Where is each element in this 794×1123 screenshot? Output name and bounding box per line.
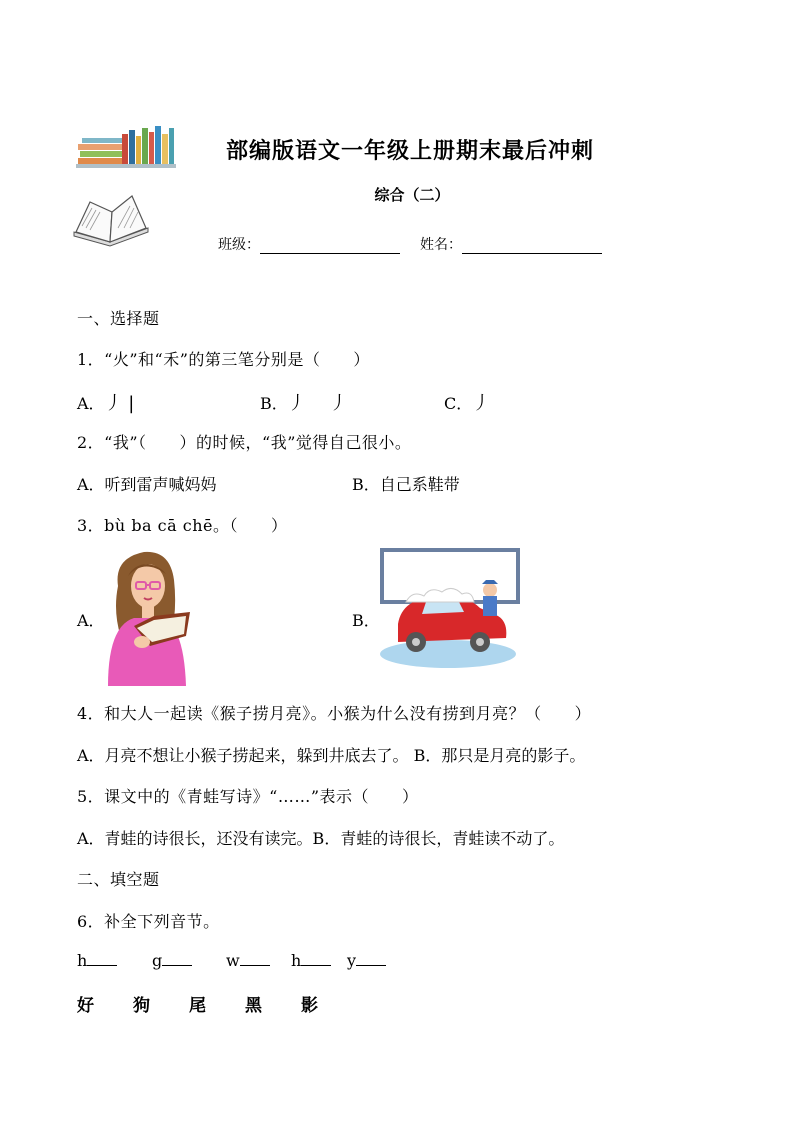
q1-option-b-strokes: 丿 丿	[287, 393, 348, 414]
q5-options[interactable]: A．青蛙的诗很长，还没有读完。B．青蛙的诗很长，青蛙读不动了。	[77, 829, 565, 848]
syllable-initial: w	[226, 951, 240, 970]
name-field	[420, 234, 602, 254]
q1-option-c-strokes: 丿	[472, 393, 491, 414]
q3-option-a[interactable]: A．	[77, 611, 105, 630]
name-blank[interactable]	[462, 239, 602, 254]
hanzi-5: 影	[301, 996, 318, 1016]
hanzi-4: 黑	[245, 996, 262, 1016]
q1-option-b-label: B．	[260, 394, 288, 413]
q2-option-a[interactable]: A．听到雷声喊妈妈	[77, 475, 217, 494]
syllable-initial: y	[347, 951, 357, 970]
question-3: 3．bù ba cā chē。（ ）	[77, 516, 288, 535]
name-label: 姓名：	[420, 237, 462, 253]
syllable-blank-1[interactable]	[77, 951, 117, 970]
syllable-initial: h	[77, 951, 88, 970]
question-1: 1．“火”和“禾”的第三笔分别是（ ）	[77, 350, 370, 369]
section1-heading: 一、选择题	[77, 309, 160, 328]
hanzi-1: 好	[77, 996, 94, 1016]
question-6: 6．补全下列音节。	[77, 912, 220, 931]
syllable-blank-line[interactable]	[240, 951, 270, 966]
woman-reading-illustration	[104, 546, 194, 686]
syllable-blank-line[interactable]	[87, 951, 117, 966]
q1-option-c-label: C．	[444, 394, 473, 413]
q1-option-c[interactable]	[444, 389, 490, 415]
page-subtitle: 综合（二）	[374, 186, 450, 204]
syllable-initial: g	[152, 951, 163, 970]
syllable-blank-line[interactable]	[301, 951, 331, 966]
syllable-blank-2[interactable]	[152, 951, 192, 970]
syllable-blank-line[interactable]	[356, 951, 386, 966]
syllable-blank-5[interactable]	[347, 951, 386, 970]
question-4: 4．和大人一起读《猴子捞月亮》。小猴为什么没有捞到月亮？（ ）	[77, 704, 592, 723]
page-title: 部编版语文一年级上册期末最后冲刺	[225, 139, 594, 164]
class-label: 班级：	[218, 237, 260, 253]
class-field	[218, 234, 400, 254]
q1-option-a[interactable]	[77, 389, 134, 415]
syllable-blank-3[interactable]	[226, 951, 270, 970]
q1-option-a-label: A．	[77, 394, 105, 413]
q1-option-b[interactable]	[260, 389, 348, 415]
q3-option-b[interactable]: B．	[352, 611, 380, 630]
question-2: 2．“我”（ ）的时候，“我”觉得自己很小。	[77, 433, 412, 452]
section2-heading: 二、填空题	[77, 870, 160, 889]
car-wash-illustration	[378, 546, 524, 670]
syllable-blank-line[interactable]	[162, 951, 192, 966]
syllable-initial: h	[291, 951, 302, 970]
class-blank[interactable]	[260, 239, 400, 254]
q4-options[interactable]: A．月亮不想让小猴子捞起来，躲到井底去了。 B．那只是月亮的影子。	[77, 746, 586, 765]
question-5: 5．课文中的《青蛙写诗》“……”表示（ ）	[77, 787, 419, 806]
hanzi-2: 狗	[133, 996, 150, 1016]
hanzi-3: 尾	[189, 996, 206, 1016]
q2-option-b[interactable]: B．自己系鞋带	[352, 475, 460, 494]
q1-option-a-strokes: 丿 |	[104, 393, 135, 414]
syllable-blank-4[interactable]	[291, 951, 331, 970]
